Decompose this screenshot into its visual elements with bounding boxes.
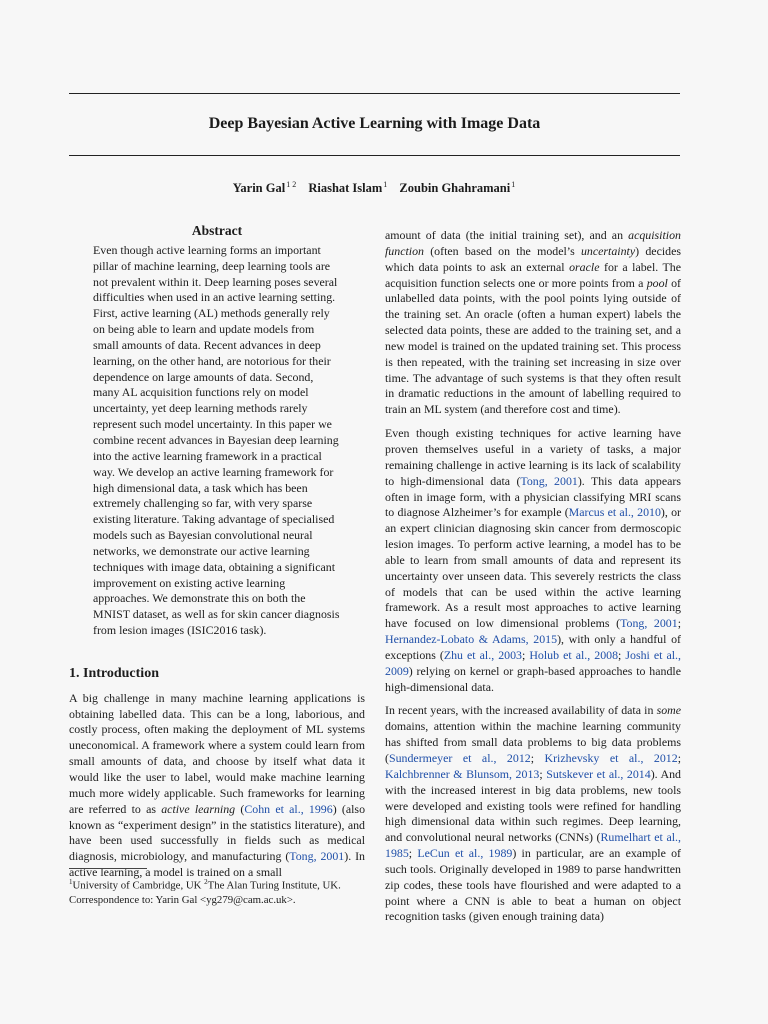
right-column (385, 228, 681, 925)
author: Zoubin Ghahramani$^1$ (399, 180, 516, 195)
citation-link[interactable]: Tong, 2001 (520, 473, 578, 488)
affiliation-mark: 1 (511, 180, 516, 189)
citation-link[interactable]: Hernandez-Lobato & Adams, 2015 (385, 632, 558, 647)
affiliation-footnote: $^1$University of Cambridge, UK $^2$The Alan Turing Institute, UK. (69, 878, 341, 892)
citation-link[interactable]: Marcus et al., 2010 (568, 505, 661, 520)
body-paragraph: In recent years, with the increased availability of data in some domains, attention within the machine learning community has shifted from small data problems to big data problems (Sundermeyer et al., 2012; Krizhevsky et al., 2012; Kalchbrenner & Blunsom, 2013; Sutskever et al., 2014). And with the increased interest in big data problems, new tools were developed and existing tools were refined for handling high dimensional data within such regimes. Deep learning, and convolutional neural networks (CNNs) (Rumelhart et al., 1985; LeCun et al., 1989) in particular, are an example of such tools. Originally developed in 1989 to parse handwritten zip codes, these tools have flourished and were adapted to a point where a CNN is able to beat a human on object recognition tasks (given enough training data) (385, 703, 682, 924)
author-list (69, 180, 680, 196)
correspondence-footnote: Correspondence to: Yarin Gal <yg279@cam.ac.uk>. (69, 893, 296, 906)
intro-paragraph: A big challenge in many machine learning applications is obtaining labelled data. This can be a long, laborious, and costly process, often making the deployment of ML systems uneconomical. A framework where a system could learn from small amounts of data, and choose by itself what data it would like the user to label, would make machine learning much more widely applicable. Such frameworks for learning are referred to as active learning (Cohn et al., 1996) (also known as “experiment design” in the statistics literature), and have been used successfully in fields such as medical diagnosis, microbiology, and manufacturing (Tong, 2001). In active learning, a model is trained on a small (69, 690, 366, 880)
abstract-text: Even though active learning forms an important pillar of machine learning, deep learning tools are not prevalent within it. Deep learning poses several difficulties when used in an active learning setting. First, active learning (AL) methods generally rely on being able to learn and update models from small amounts of data. Recent advances in deep learning, on the other hand, are notorious for their dependence on large amounts of data. Second, many AL acquisition functions rely on model uncertainty, yet deep learning methods rarely represent such model uncertainty. In this paper we combine recent advances in Bayesian deep learning into the active learning framework in a practical way. We develop an active learning framework for high dimensional data, a task which has been extremely challenging so far, with very sparse existing literature. Taking advantage of specialised models such as Bayesian convolutional neural networks, we demonstrate our active learning techniques with image data, obtaining a significant improvement on existing active learning approaches. We demonstrate this on both the MNIST dataset, as well as for skin cancer diagnosis from lesion images (ISIC2016 task). (93, 242, 340, 638)
footnote (69, 868, 365, 907)
citation-link[interactable]: Holub et al., 2008 (529, 647, 619, 662)
author: Riashat Islam$^1$ (308, 180, 388, 195)
footnote-rule (69, 868, 147, 869)
section-heading-introduction: 1. Introduction (69, 665, 159, 681)
citation-link[interactable]: Tong, 2001 (289, 849, 345, 864)
citation-link[interactable]: Tong, 2001 (620, 616, 678, 631)
abstract-heading: Abstract (191, 223, 243, 238)
citation-link[interactable]: Kalchbrenner & Blunsom, 2013 (385, 766, 540, 781)
citation-link[interactable]: Krizhevsky et al., 2012 (544, 751, 678, 765)
paper-title: Deep Bayesian Active Learning with Image Data (208, 115, 541, 132)
citation-link[interactable]: Joshi et al., 2009 (385, 647, 682, 678)
citation-link[interactable]: Zhu et al., 2003 (443, 647, 522, 662)
author: Yarin Gal$^{1 2}$ (232, 180, 297, 195)
citation-link[interactable]: Sutskever et al., 2014 (546, 766, 651, 781)
left-column (69, 223, 365, 881)
affiliation-mark: 1 (383, 180, 388, 189)
citation-link[interactable]: LeCun et al., 1989 (417, 846, 513, 861)
citation-link[interactable]: Sundermeyer et al., 2012 (388, 751, 531, 765)
citation-link[interactable]: Rumelhart et al., 1985 (385, 830, 681, 861)
title-rule (69, 155, 680, 156)
top-rule (69, 93, 680, 94)
affiliation-mark: 1 2 (286, 180, 297, 189)
body-paragraph: Even though existing techniques for active learning have proven themselves useful in a variety of tasks, a major remaining challenge in active learning is its lack of scalability to high-dimensional data (Tong, 2001). This data appears often in image form, with a physician classifying MRI scans to diagnose Alzheimer’s for example (Marcus et al., 2010), or an expert clinician diagnosing skin cancer from dermoscopic lesion images. To perform active learning, a model has to be able to learn from small amounts of data and represent its uncertainty over unseen data. This severely restricts the class of models that can be used within the active learning framework. As a result most approaches to active learning have focused on low dimensional problems (Tong, 2001; Hernandez-Lobato & Adams, 2015), with only a handful of exceptions (Zhu et al., 2003; Holub et al., 2008; Joshi et al., 2009) relying on kernel or graph-based approaches to handle high-dimensional data. (385, 426, 682, 694)
body-paragraph: amount of data (the initial training set), and an acquisition function (often based on the model’s uncertainty) decides which data points to ask an external oracle for a label. The acquisition function selects one or more points from a pool of unlabelled data points, with the pool points lying outside of the training set. An oracle (often a human expert) labels the selected data points, these are added to the training set, and a new model is trained on the updated training set. This process is then repeated, with the training set increasing in size over time. The advantage of such systems is that they often result in dramatic reductions in the amount of labelling required to train an ML system (and therefore cost and time). (385, 228, 681, 417)
citation-link[interactable]: Cohn et al., 1996 (244, 801, 333, 816)
